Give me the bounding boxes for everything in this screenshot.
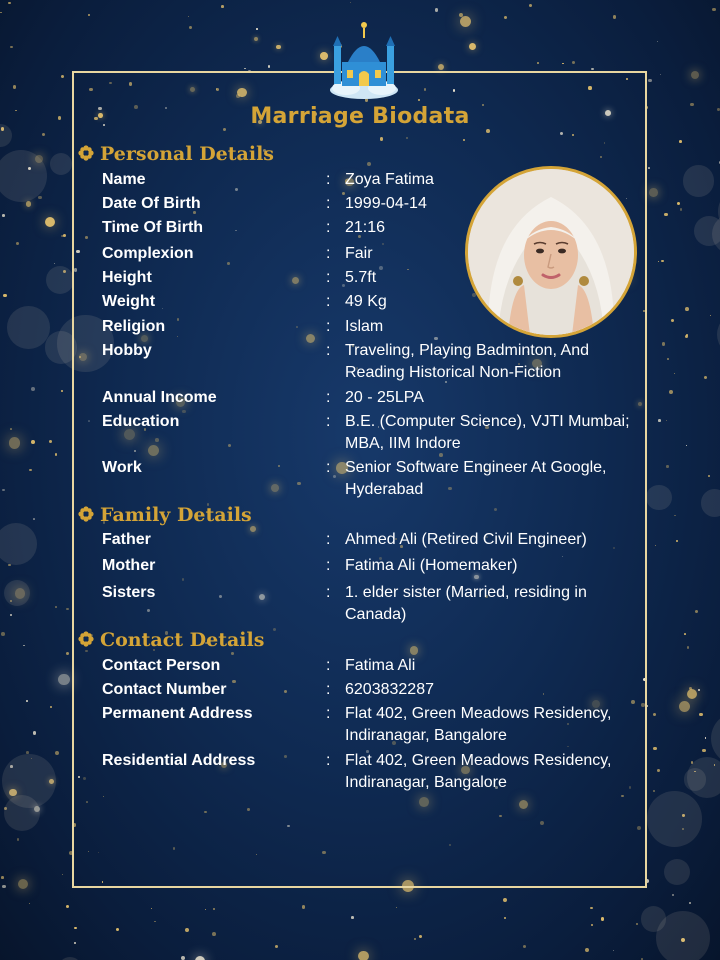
bokeh-circle	[50, 153, 72, 175]
sparkle-dot	[438, 64, 444, 70]
sparkle-dot	[653, 713, 656, 716]
bokeh-circle	[7, 306, 50, 349]
sparkle-dot	[154, 921, 156, 923]
sparkle-dot	[677, 202, 680, 205]
sparkle-dot	[13, 85, 17, 89]
sparkle-dot	[10, 614, 12, 616]
sparkle-dot	[185, 928, 189, 932]
sparkle-dot	[213, 908, 215, 910]
sparkle-dot	[662, 342, 665, 345]
sparkle-dot	[649, 188, 658, 197]
separator: :	[326, 195, 331, 212]
detail-value: Senior Software Engineer At Google, Hyderabad	[345, 459, 607, 498]
bokeh-circle	[58, 957, 82, 960]
sparkle-dot	[45, 217, 55, 227]
bokeh-circle	[701, 489, 720, 516]
sparkle-dot	[256, 28, 258, 30]
portrait-illustration	[468, 169, 634, 335]
sparkle-dot	[689, 902, 691, 904]
sparkle-dot	[676, 540, 678, 542]
sparkle-dot	[460, 16, 471, 27]
separator: :	[326, 245, 331, 262]
sparkle-dot	[188, 16, 189, 17]
sparkle-dot	[702, 749, 706, 753]
separator: :	[326, 557, 331, 574]
sparkle-dot	[601, 917, 604, 920]
section-heading-contact	[78, 629, 264, 651]
separator: :	[326, 413, 331, 430]
sparkle-dot	[419, 935, 422, 938]
sparkle-dot	[2, 885, 6, 889]
sparkle-dot	[49, 440, 52, 443]
sparkle-dot	[26, 201, 32, 207]
sparkle-dot	[590, 907, 592, 909]
sparkle-dot	[116, 928, 119, 931]
detail-label: Mother	[102, 557, 156, 574]
sparkle-dot	[503, 898, 507, 902]
section-title: Contact Details	[100, 629, 265, 651]
detail-value: 1999-04-14	[345, 195, 427, 212]
sparkle-dot	[666, 420, 667, 421]
sparkle-dot	[50, 706, 52, 708]
sparkle-dot	[414, 938, 416, 940]
separator: :	[326, 318, 331, 335]
sparkle-dot	[664, 213, 667, 216]
detail-value: Fatima Ali	[345, 657, 416, 674]
flower-icon	[78, 145, 94, 161]
sparkle-dot	[212, 932, 216, 936]
detail-value: Traveling, Playing Badminton, And Reading Historical Non-Fiction	[345, 342, 589, 381]
separator: :	[326, 389, 331, 406]
sparkle-dot	[31, 387, 35, 391]
sparkle-dot	[680, 208, 682, 210]
detail-label: Residential Address	[102, 752, 256, 769]
sparkle-dot	[61, 75, 64, 78]
sparkle-dot	[205, 909, 206, 910]
sparkle-dot	[54, 263, 55, 264]
sparkle-dot	[268, 65, 271, 68]
sparkle-dot	[66, 905, 69, 908]
sparkle-dot	[0, 12, 1, 13]
sparkle-dot	[591, 924, 593, 926]
sparkle-dot	[58, 674, 70, 686]
bokeh-circle	[4, 580, 30, 606]
sparkle-dot	[684, 633, 686, 635]
separator: :	[326, 584, 331, 601]
sparkle-dot	[691, 71, 700, 80]
sparkle-dot	[537, 62, 539, 64]
sparkle-dot	[661, 260, 664, 263]
sparkle-dot	[66, 608, 69, 611]
sparkle-dot	[636, 923, 638, 925]
sparkle-dot	[523, 945, 526, 948]
sparkle-dot	[658, 419, 661, 422]
sparkle-dot	[679, 701, 690, 712]
sparkle-dot	[302, 905, 306, 909]
sparkle-dot	[685, 307, 689, 311]
sparkle-dot	[10, 428, 12, 430]
sparkle-dot	[687, 689, 697, 699]
sparkle-dot	[666, 465, 668, 467]
detail-value: 49 Kg	[345, 293, 387, 310]
sparkle-dot	[687, 646, 689, 648]
bokeh-circle	[664, 859, 690, 885]
sparkle-dot	[712, 8, 716, 12]
separator: :	[326, 459, 331, 476]
profile-photo	[465, 166, 637, 338]
sparkle-dot	[396, 907, 397, 908]
sparkle-dot	[699, 713, 703, 717]
sparkle-dot	[16, 242, 19, 245]
sparkle-dot	[42, 133, 45, 136]
sparkle-dot	[695, 610, 698, 613]
sparkle-dot	[613, 950, 614, 951]
detail-label: Contact Number	[102, 681, 227, 698]
detail-label: Sisters	[102, 584, 156, 601]
sparkle-dot	[698, 689, 700, 691]
sparkle-dot	[29, 469, 32, 472]
sparkle-dot	[655, 545, 656, 546]
sparkle-dot	[679, 140, 682, 143]
sparkle-dot	[151, 908, 153, 910]
detail-value: Ahmed Ali (Retired Civil Engineer)	[345, 531, 587, 548]
detail-value: 21:16	[345, 219, 386, 236]
sparkle-dot	[275, 945, 278, 948]
sparkle-dot	[710, 315, 711, 316]
sparkle-dot	[653, 790, 655, 792]
detail-label: Religion	[102, 318, 166, 335]
bokeh-circle	[694, 216, 720, 246]
sparkle-dot	[672, 894, 674, 896]
sparkle-dot	[61, 390, 63, 392]
bokeh-circle	[0, 150, 47, 202]
section-heading-family	[78, 504, 252, 526]
sparkle-dot	[647, 705, 648, 706]
sparkle-dot	[1, 632, 5, 636]
sparkle-dot	[2, 214, 5, 217]
sparkle-dot	[61, 235, 63, 237]
sparkle-dot	[708, 475, 709, 476]
bokeh-circle	[641, 906, 666, 931]
detail-value: 6203832287	[345, 681, 434, 698]
detail-label: Name	[102, 171, 146, 188]
sparkle-dot	[674, 373, 675, 374]
separator: :	[326, 342, 331, 359]
sparkle-dot	[504, 16, 507, 19]
detail-label: Height	[102, 269, 152, 286]
detail-value: Flat 402, Green Meadows Residency, Indiranagar, Bangalore	[345, 705, 612, 744]
mosque-icon	[328, 16, 400, 100]
sparkle-dot	[657, 769, 660, 772]
detail-value: Zoya Fatima	[345, 171, 434, 188]
section-title: Family Details	[100, 504, 252, 526]
sparkle-dot	[591, 68, 594, 71]
section-heading-personal	[78, 143, 274, 165]
bokeh-circle	[46, 266, 74, 294]
sparkle-dot	[1, 876, 4, 879]
sparkle-dot	[62, 874, 63, 875]
sparkle-dot	[18, 879, 28, 889]
sparkle-dot	[10, 46, 13, 49]
detail-label: Contact Person	[102, 657, 221, 674]
sparkle-dot	[459, 13, 463, 17]
separator: :	[326, 269, 331, 286]
sparkle-dot	[244, 68, 246, 70]
separator: :	[326, 531, 331, 548]
detail-label: Hobby	[102, 342, 152, 359]
sparkle-dot	[38, 196, 41, 199]
sparkle-dot	[705, 737, 707, 739]
detail-label: Complexion	[102, 245, 194, 262]
sparkle-dot	[572, 61, 575, 64]
detail-label: Weight	[102, 293, 156, 310]
detail-label: Father	[102, 531, 151, 548]
detail-label: Work	[102, 459, 142, 476]
sparkle-dot	[17, 838, 19, 840]
page-title: Marriage Biodata	[250, 104, 470, 129]
sparkle-dot	[648, 79, 652, 83]
sparkle-dot	[33, 731, 37, 735]
separator: :	[326, 219, 331, 236]
sparkle-dot	[660, 74, 661, 75]
sparkle-dot	[320, 52, 328, 60]
sparkle-dot	[648, 167, 650, 169]
detail-value: 20 - 25LPA	[345, 389, 424, 406]
detail-label: Time Of Birth	[102, 219, 204, 236]
sparkle-dot	[254, 37, 258, 41]
sparkle-dot	[189, 26, 192, 29]
separator: :	[326, 752, 331, 769]
detail-value: Fair	[345, 245, 373, 262]
sparkle-dot	[55, 606, 57, 608]
sparkle-dot	[669, 390, 673, 394]
sparkle-dot	[504, 917, 506, 919]
sparkle-dot	[562, 63, 564, 65]
sparkle-dot	[66, 652, 69, 655]
detail-label: Date Of Birth	[102, 195, 201, 212]
sparkle-dot	[686, 445, 687, 446]
sparkle-dot	[658, 261, 659, 262]
separator: :	[326, 657, 331, 674]
sparkle-dot	[181, 956, 185, 960]
sparkle-dot	[2, 489, 4, 491]
sparkle-dot	[8, 2, 10, 4]
sparkle-dot	[657, 41, 659, 43]
sparkle-dot	[351, 916, 354, 919]
sparkle-dot	[585, 948, 589, 952]
sparkle-dot	[674, 515, 675, 516]
sparkle-dot	[74, 927, 76, 929]
sparkle-dot	[29, 903, 30, 904]
sparkle-dot	[195, 956, 205, 960]
bokeh-circle	[646, 485, 671, 510]
sparkle-dot	[221, 5, 224, 8]
detail-value: Fatima Ali (Homemaker)	[345, 557, 518, 574]
detail-label: Permanent Address	[102, 705, 253, 722]
bokeh-circle	[684, 768, 706, 790]
sparkle-dot	[23, 645, 24, 646]
bokeh-circle	[2, 754, 56, 808]
sparkle-dot	[671, 319, 675, 323]
section-title: Personal Details	[100, 143, 274, 165]
sparkle-dot	[704, 376, 707, 379]
separator: :	[326, 705, 331, 722]
detail-value: Flat 402, Green Meadows Residency, Indiranagar, Bangalore	[345, 752, 612, 791]
separator: :	[326, 171, 331, 188]
sparkle-dot	[3, 294, 7, 298]
flower-icon	[78, 506, 94, 522]
sparkle-dot	[88, 14, 90, 16]
separator: :	[326, 293, 331, 310]
sparkle-dot	[55, 751, 59, 755]
detail-value: 1. elder sister (Married, residing in Canada)	[345, 584, 587, 623]
sparkle-dot	[613, 15, 617, 19]
flower-icon	[78, 631, 94, 647]
sparkle-dot	[31, 440, 35, 444]
bokeh-circle	[0, 523, 37, 565]
sparkle-dot	[358, 951, 369, 960]
sparkle-dot	[74, 942, 77, 945]
sparkle-dot	[26, 700, 28, 702]
detail-value: 5.7ft	[345, 269, 377, 286]
sparkle-dot	[350, 2, 352, 4]
sparkle-dot	[276, 45, 281, 50]
sparkle-dot	[55, 453, 57, 455]
detail-value: Islam	[345, 318, 384, 335]
detail-label: Annual Income	[102, 389, 217, 406]
separator: :	[326, 681, 331, 698]
detail-value: B.E. (Computer Science), VJTI Mumbai; MBA, IIM Indore	[345, 413, 630, 452]
sparkle-dot	[469, 43, 476, 50]
bokeh-circle	[647, 791, 703, 847]
sparkle-dot	[9, 437, 21, 449]
sparkle-dot	[529, 4, 532, 7]
sparkle-dot	[667, 358, 668, 359]
bokeh-circle	[683, 165, 715, 197]
detail-label: Education	[102, 413, 180, 430]
sparkle-dot	[33, 518, 35, 520]
sparkle-dot	[653, 747, 656, 750]
sparkle-dot	[435, 8, 439, 12]
